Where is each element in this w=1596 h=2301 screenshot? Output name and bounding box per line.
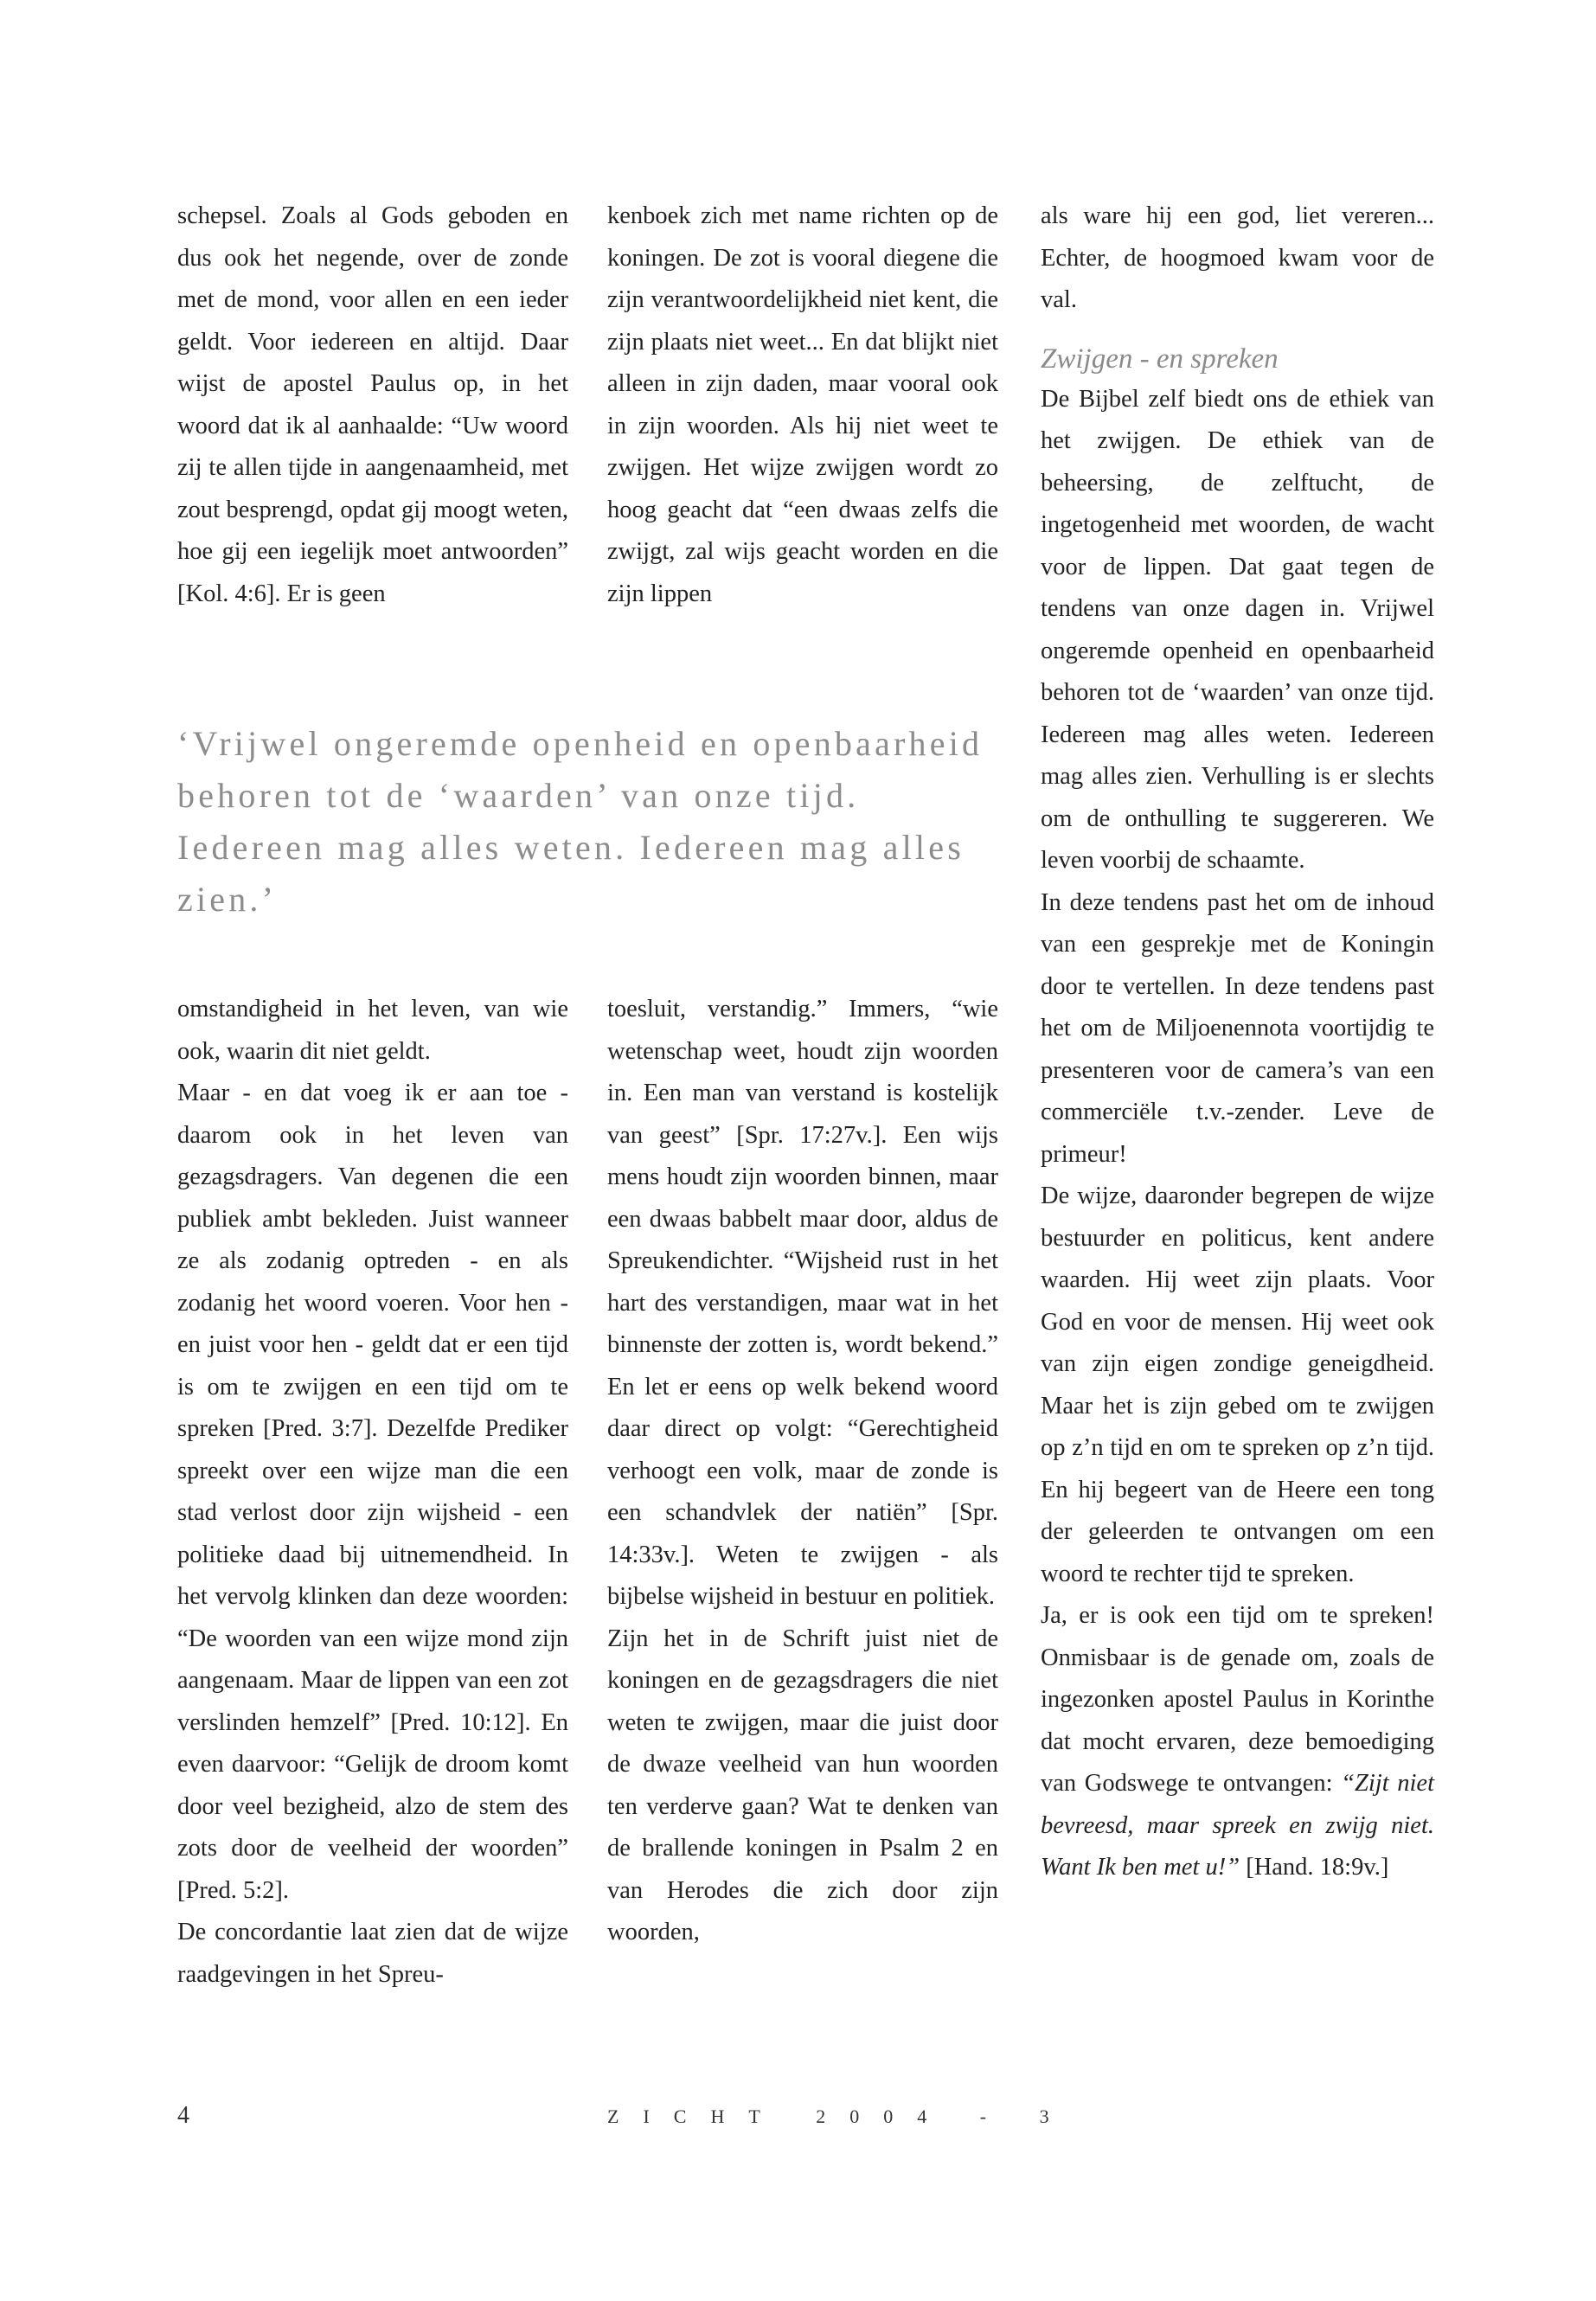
body-paragraph: De concordantie laat zien dat de wijze raadgevingen in het Spreu- bbox=[177, 1919, 568, 1988]
body-paragraph: In deze tendens past het om de inhoud van een gesprekje met de Koningin door te vertellen. In deze tendens past het om de Miljoenennota voortijdig te presenteren voor de camera’s van een commerciële t.v.-zender. Leve de primeur! bbox=[1041, 888, 1434, 1168]
magazine-footer bbox=[607, 2106, 1074, 2128]
body-paragraph: De Bijbel zelf biedt ons de ethiek van het zwijgen. De ethiek van de beheersing, de zelftucht, de ingetogenheid met woorden, de wacht voor de lippen. Dat gaat tegen de tendens van onze dagen in. Vrijwel ongeremde openheid en openbaarheid behoren tot de ‘waarden’ van onze tijd. Iedereen mag alles weten. Iedereen mag alles zien. Verhulling is er slechts om de onthulling te suggereren. We leven voorbij de schaamte. bbox=[1041, 385, 1434, 874]
body-paragraph: schepsel. Zoals al Gods geboden en dus ook het negende, over de zonde met de mond, voor allen en een ieder geldt. Voor iedereen en altijd. Daar wijst de apostel Paulus op, in het woord dat ik al aanhaalde: “Uw woord zij te allen tijde in aangenaamheid, met zout besprengd, opdat gij moogt weten, hoe gij een iegelijk moet antwoorden” [Kol. 4:6]. Er is geen bbox=[177, 202, 568, 607]
bible-reference: [Hand. 18:9v.] bbox=[1240, 1854, 1389, 1881]
pull-quote: ‘Vrijwel ongeremde openheid en openbaarheid behoren tot de ‘waarden’ van onze tijd. Iedereen mag alles weten. Iedereen mag alles zien.’ bbox=[177, 724, 984, 919]
body-paragraph: Zijn het in de Schrift juist niet de koningen en de gezagsdragers die niet weten te zwijgen, maar die juist door de dwaze veelheid van hun woorden ten verderve gaan? Wat te denken van de brallende koningen in Psalm 2 en van Herodes die zich door zijn woorden, bbox=[607, 1625, 998, 1945]
bible-quote: “Zijt niet bevreesd, maar spreek en zwijg niet. Want Ik ben met u!” bbox=[1041, 1770, 1434, 1881]
page-number: 4 bbox=[177, 2102, 189, 2129]
body-paragraph: toesluit, verstandig.” Immers, “wie wetenschap weet, houdt zijn woorden in. Een man van verstand is kostelijk van geest” [Spr. 17:27v.]. Een wijs mens houdt zijn woorden binnen, maar een dwaas babbelt maar door, aldus de Spreukendichter. “Wijsheid rust in het hart des verstandigen, maar wat in het binnenste der zotten is, wordt bekend.” En let er eens op welk bekend woord daar direct op volgt: “Gerechtigheid verhoogt een volk, maar de zonde is een schandvlek der natiën” [Spr. 14:33v.]. Weten te zwijgen - als bijbelse wijsheid in bestuur en politiek. bbox=[607, 996, 998, 1610]
section-heading: Zwijgen - en spreken bbox=[1041, 343, 1279, 375]
body-paragraph: Maar - en dat voeg ik er aan toe - daarom ook in het leven van gezagsdragers. Van degenen die een publiek ambt bekleden. Juist wanneer ze als zodanig optreden - en als zodanig het woord voeren. Voor hen - en juist voor hen - geldt dat er een tijd is om te zwijgen en een tijd om te spreken [Pred. 3:7]. Dezelfde Prediker spreekt over een wijze man die een stad verlost door zijn wijsheid - een politieke daad bij uitnemendheid. In het vervolg klinken dan deze woorden: “De woorden van een wijze mond zijn aangenaam. Maar de lippen van een zot verslinden hemzelf” [Pred. 10:12]. En even daarvoor: “Gelijk de droom komt door veel bezigheid, alzo de stem des zots door de veelheid der woorden” [Pred. 5:2]. bbox=[177, 1080, 568, 1904]
body-paragraph: als ware hij een god, liet vereren... Echter, de hoogmoed kwam voor de val. bbox=[1041, 202, 1434, 313]
column-1-top bbox=[177, 195, 568, 615]
column-2-top bbox=[607, 195, 998, 615]
body-paragraph: kenboek zich met name richten op de koningen. De zot is vooral diegene die zijn verantwoordelijkheid niet kent, die zijn plaats niet weet... En dat blijkt niet alleen in zijn daden, maar vooral ook in zijn woorden. Als hij niet weet te zwijgen. Het wijze zwijgen wordt zo hoog geacht dat “een dwaas zelfs die zwijgt, zal wijs geacht worden en die zijn lippen bbox=[607, 202, 998, 607]
magazine-name: ZICHT bbox=[607, 2106, 785, 2127]
column-3 bbox=[1041, 195, 1434, 1889]
column-2-bottom bbox=[607, 989, 998, 1954]
paragraph-text: Ja, er is ook een tijd om te spreken! Onmisbaar is de genade om, zoals de ingezonken apostel Paulus in Korinthe dat mocht ervaren, deze bemoediging van Godswege te ontvangen: bbox=[1041, 1602, 1434, 1797]
column-1-bottom bbox=[177, 989, 568, 1996]
body-paragraph: De wijze, daaronder begrepen de wijze bestuurder en politicus, kent andere waarden. Hij weet zijn plaats. Voor God en voor de mensen. Hij weet ook van zijn eigen zondige geneigdheid. Maar het is zijn gebed om te zwijgen op z’n tijd en om te spreken op z’n tijd. En hij begeert van de Heere een tong der geleerden te ontvangen om een woord te rechter tijd te spreken. bbox=[1041, 1183, 1434, 1587]
body-paragraph: omstandigheid in het leven, van wie ook, waarin dit niet geldt. bbox=[177, 996, 568, 1065]
magazine-issue: 2004 - 3 bbox=[816, 2106, 1074, 2127]
body-paragraph bbox=[1041, 1595, 1434, 1889]
